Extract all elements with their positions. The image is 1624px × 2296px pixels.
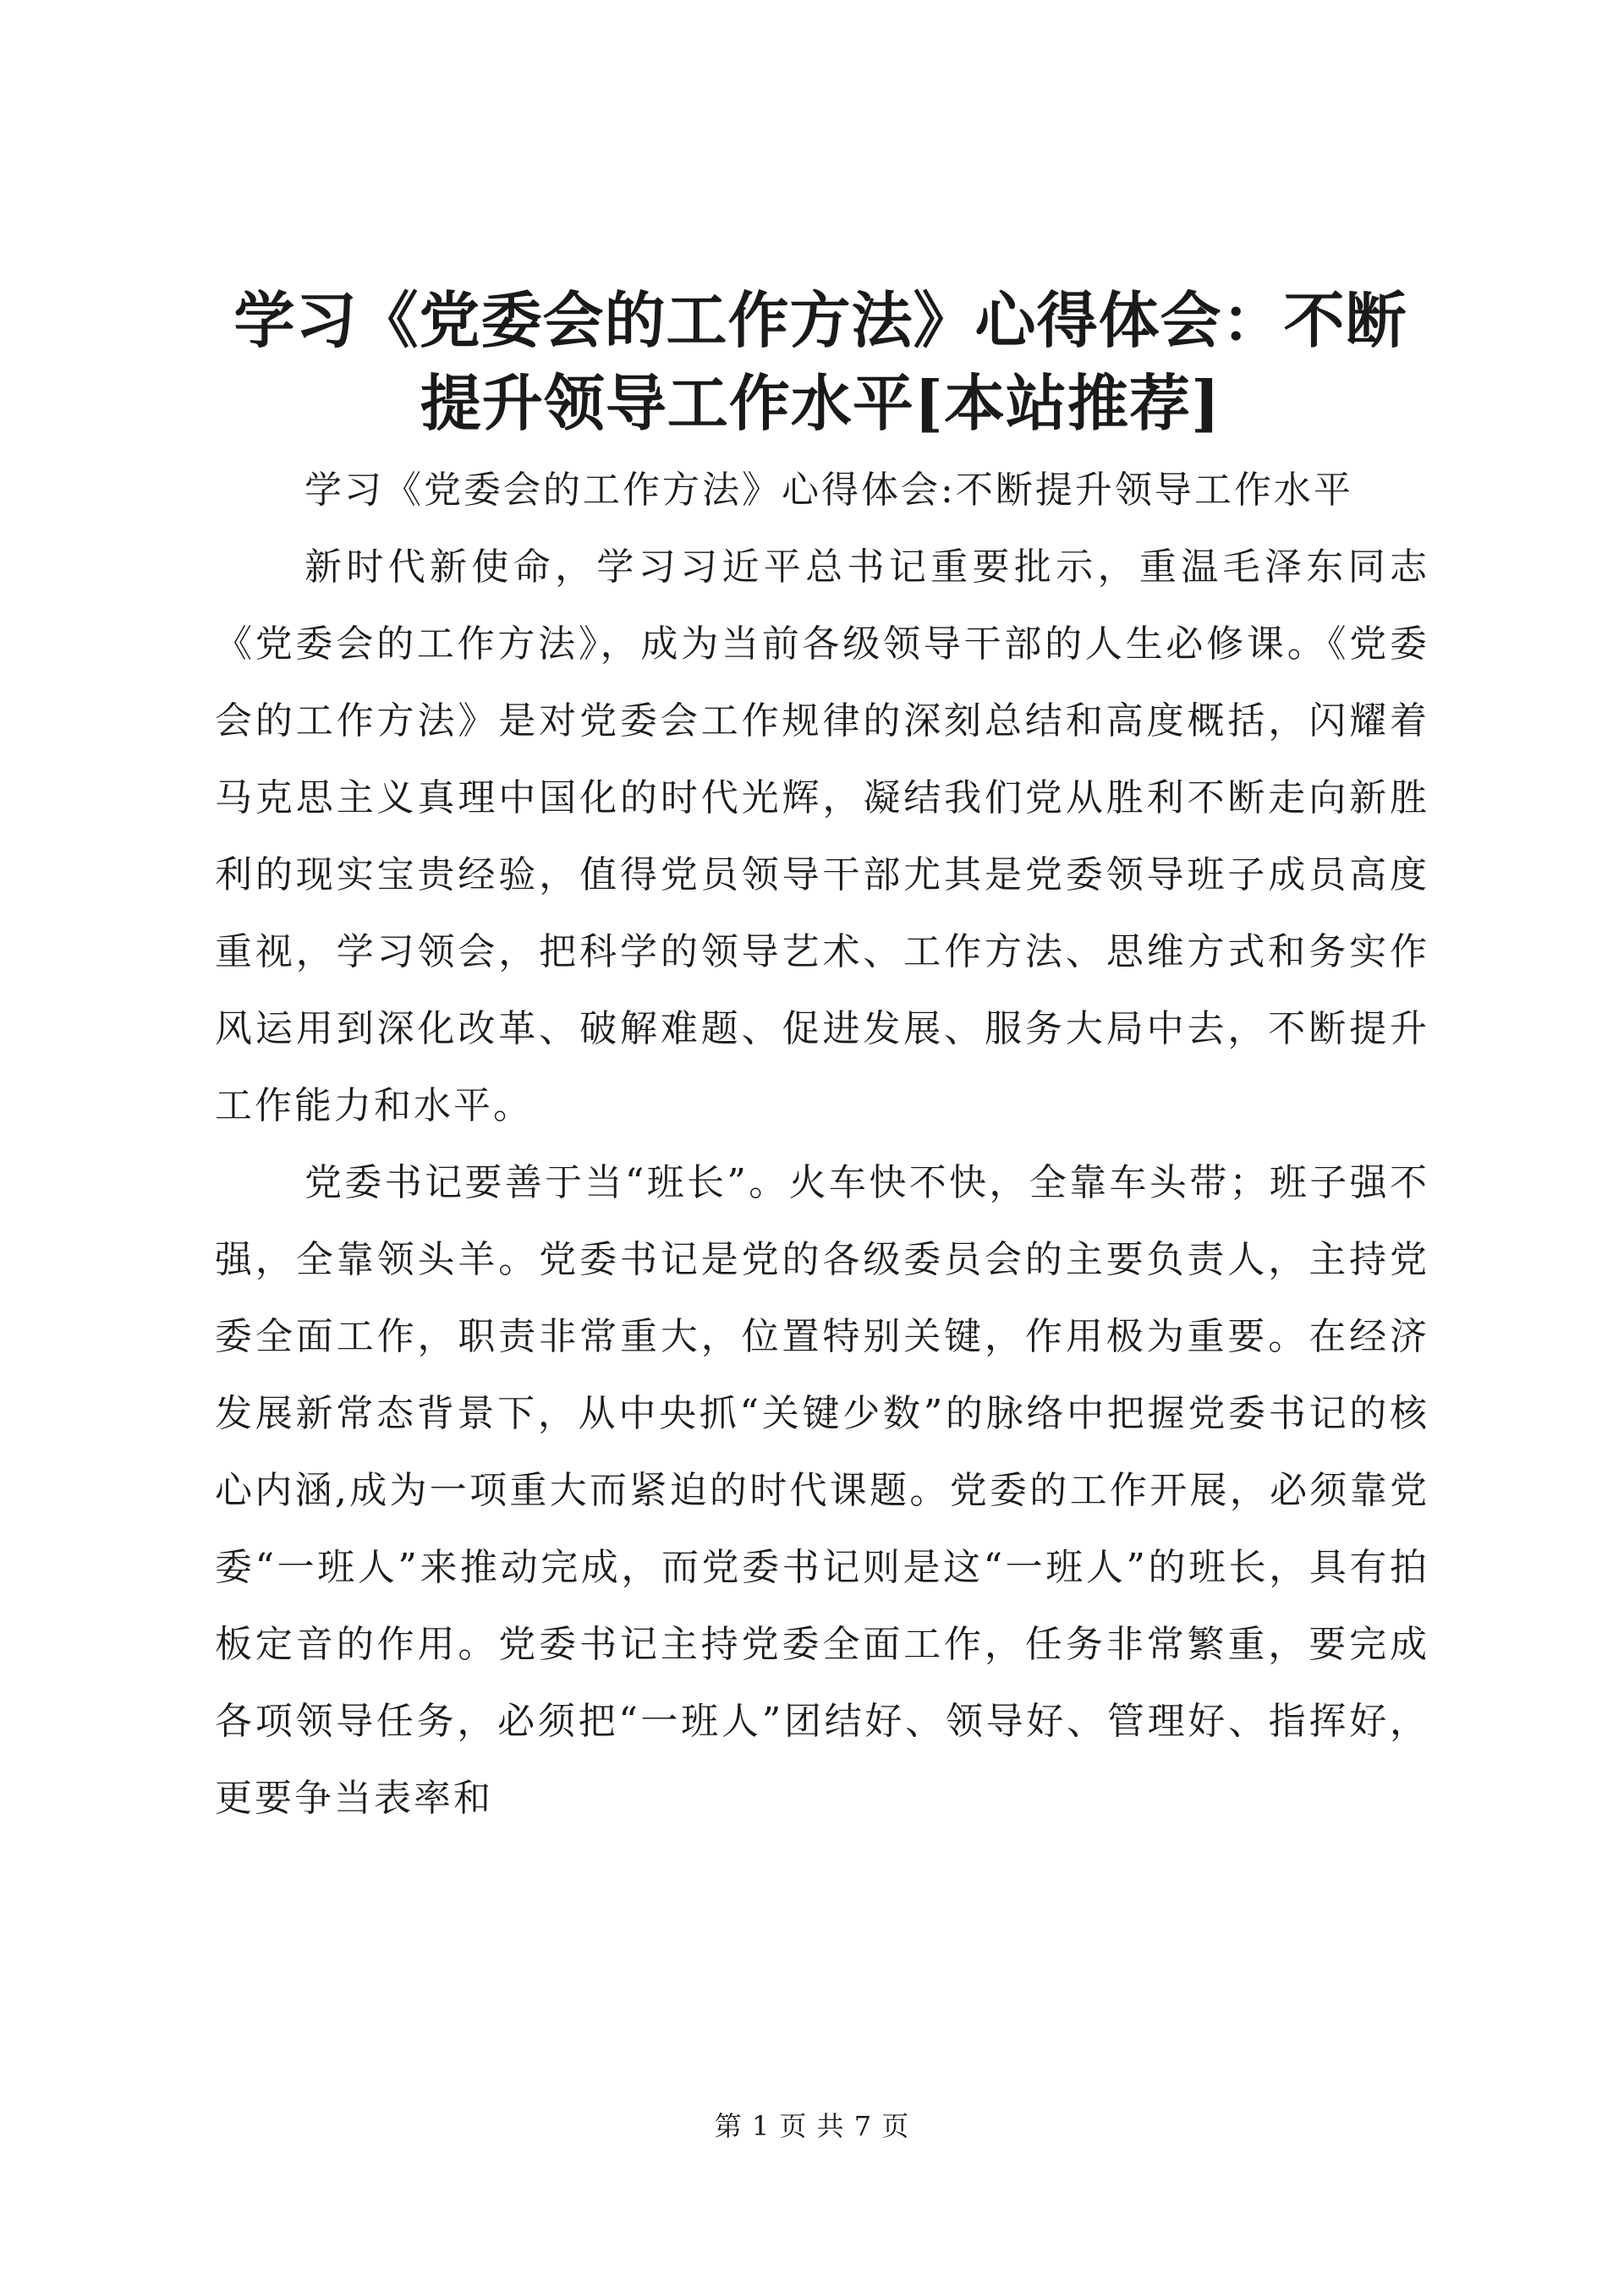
page-footer: 第 1 页 共 7 页	[714, 2110, 910, 2142]
document-title: 学习《党委会的工作方法》心得体会：不断提升领导工作水平[本站推荐]	[233, 284, 1407, 439]
body-paragraph: 党委书记要善于当“班长”。火车快不快，全靠车头带；班子强不强，全靠领头羊。党委书记是党的各级委员会的主要负责人，主持党委全面工作，职责非常重大，位置特别关键，作用极为重要。在经济发展新常态背景下，从中央抓“关键少数”的脉络中把握党委书记的核心内涵,成为一项重大而紧迫的时代课题。党委的工作开展，必须靠党委“一班人”来推动完成，而党委书记则是这“一班人”的班长，具有拍板定音的作用。党委书记主持党委全面工作，任务非常繁重，要完成各项领导任务，必须把“一班人”团结好、领导好、管理好、指挥好，更要争当表率和	[215, 1161, 1429, 1820]
subtitle-paragraph: 学习《党委会的工作方法》心得体会:不断提升领导工作水平	[304, 469, 1353, 512]
document-body	[215, 452, 1429, 1837]
body-paragraph: 新时代新使命，学习习近平总书记重要批示，重温毛泽东同志《党委会的工作方法》，成为当前各级领导干部的人生必修课。《党委会的工作方法》是对党委会工作规律的深刻总结和高度概括，闪耀着马克思主义真理中国化的时代光辉，凝结我们党从胜利不断走向新胜利的现实宝贵经验，值得党员领导干部尤其是党委领导班子成员高度重视，学习领会，把科学的领导艺术、工作方法、思维方式和务实作风运用到深化改革、破解难题、促进发展、服务大局中去，不断提升工作能力和水平。	[215, 545, 1429, 1127]
